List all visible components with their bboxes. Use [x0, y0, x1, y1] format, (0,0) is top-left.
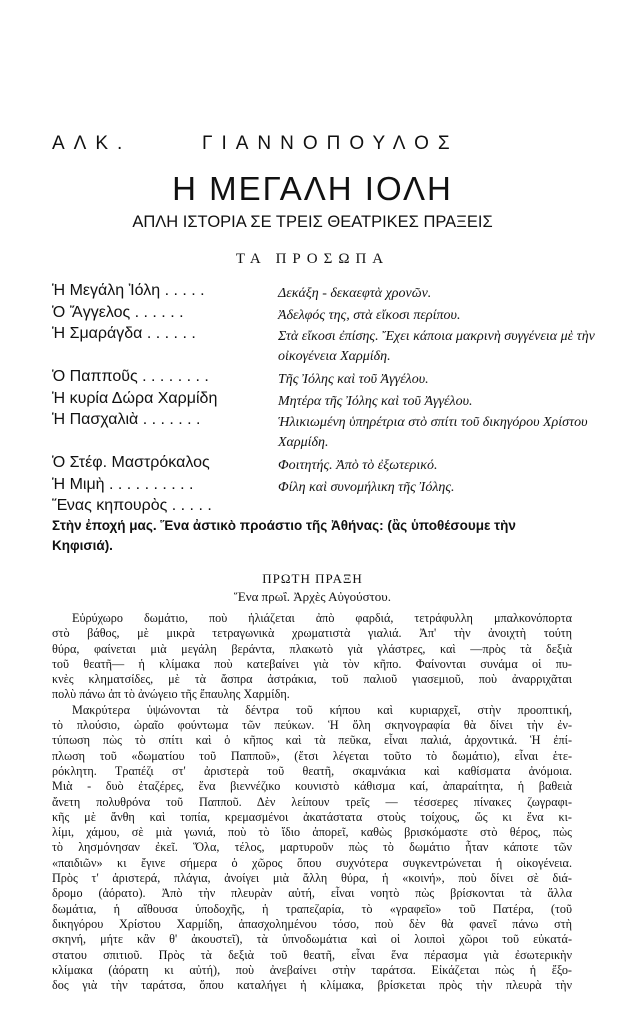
- cast-description: Μητέρα τῆς Ἰόλης καὶ τοῦ Ἀγγέλου.: [278, 393, 473, 409]
- text-line: στὸ βάθος, μὲ μικρὰ τετραγωνικὰ χρωματιστὰ γιαλιά. Ἀπ' τὴν ἀνοιχτὴ τούτη: [52, 626, 572, 641]
- cast-entry: [52, 390, 612, 412]
- cast-description: Στὰ εἴκοσι ἐπίσης. Ἔχει κάποια μακρινὴ συγγένεια μὲ τὴν οἰκογένεια Χαρμίδη.: [278, 329, 595, 364]
- text-line: πλωση τοῦ «δωματίου τοῦ Παπποῦ», (ἔτσι λέγεται τοῦτο τὸ δωμάτιο), εἶναι ἑτε-: [52, 748, 572, 763]
- cast-role: Ἡ Μεγάλη Ἰόλη . . . . .: [52, 282, 205, 299]
- text-line: δρομο (ἀόρατο). Ἀπὸ τὴν πλευρὰν αὐτή, εἶναι νοητὸ πὼς βρίσκονται τὰ ἄλλα: [52, 886, 572, 901]
- text-line: σκηνή, μήτε κἂν θ' ἀκουστεῖ), τὰ ὑπνοδωμάτια καὶ οἱ λοιποὶ χῶροι τοῦ εὐκατά-: [52, 932, 572, 947]
- text-line: Εὐρύχωρο δωμάτιο, ποὺ ἡλιάζεται ἀπὸ φαρδιά, τετράφυλλη μπαλκονόπορτα: [72, 611, 572, 625]
- setting-note: Στὴν ἐποχή μας. Ἕνα ἀστικὸ προάστιο τῆς Ἀθήνας: (ἂς ὑποθέσουμε τὴν Κηφισιά).: [52, 518, 516, 553]
- play-subtitle: ΑΠΛΗ ΙΣΤΟΡΙΑ ΣΕ ΤΡΕΙΣ ΘΕΑΤΡΙΚΕΣ ΠΡΑΞΕΙΣ: [132, 213, 493, 231]
- cast-description: Φοιτητής. Ἀπὸ τὸ ἐξωτερικό.: [278, 458, 438, 473]
- act-title: ΠΡΩΤΗ ΠΡΑΞΗ: [262, 571, 363, 586]
- author-surname: ΓΙΑΝΝΟΠΟΥΛΟΣ: [202, 133, 459, 154]
- cast-list: [52, 282, 612, 519]
- text-line: δωμάτια, ἡ αἴθουσα ὑποδοχῆς, ἡ τραπεζαρία, τὸ «γραφεῖο» τοῦ Πατέρα, (τοῦ: [52, 901, 572, 916]
- cast-role: Ἡ Μιμὴ . . . . . . . . . .: [52, 475, 194, 493]
- text-line: τύπωση πὼς τὸ σπίτι καὶ ὁ κῆπος καὶ τὰ πεῦκα, εἶναι παλιά, ἀρχοντικά. Ἡ ἐπί-: [52, 733, 572, 748]
- cast-description: Ἡλικιωμένη ὑπηρέτρια στὸ σπίτι τοῦ δικηγόρου Χρίστου Χαρμίδη.: [278, 415, 588, 450]
- cast-entry: [52, 411, 612, 454]
- text-line: τὸ πλούσιο, ὡραῖο φούντωμα τῶν πεύκων. Ἡ ὅλη σκηνογραφία θὰ δίνει τὴν ἐν-: [52, 718, 572, 733]
- cast-role: Ἡ Σμαράγδα . . . . . .: [52, 325, 196, 342]
- cast-role: Ἡ κυρία Δώρα Χαρμίδη: [52, 389, 218, 407]
- cast-role: Ἕνας κηπουρὸς . . . . .: [52, 497, 212, 514]
- cast-description: Ἀδελφός της, στὰ εἴκοσι περίπου.: [278, 307, 461, 323]
- paragraph: [52, 611, 572, 703]
- author-initial: ΑΛΚ.: [52, 133, 132, 154]
- text-line: λίμι, χάμου, σὲ μιὰ γωνιά, ποὺ τὸ ἴδιο ἀπορεῖ, καθὼς βρισκόμαστε στὸ θέρος, πὼς: [52, 825, 572, 840]
- paragraph: [52, 703, 572, 994]
- text-line: δικηγόρου Χρίστου Χαρμίδη, ἀπασχολημένου τόσο, ποὺ δὲν θὰ φανεῖ πάνω στὴ: [52, 916, 572, 931]
- act-time-note: Ἕνα πρωΐ. Ἀρχὲς Αὐγούστου.: [233, 589, 391, 604]
- text-line: ἄνετη πολυθρόνα τοῦ Παπποῦ. Δὲν λείπουν τρεῖς — τέσσερες πίνακες ζωγραφι-: [52, 794, 572, 809]
- text-line: ρόκλητη. Τραπέζι στ' ἀριστερὰ τοῦ θεατῆ, σκαμνάκια καὶ καθίσματα ἀνόμοια.: [52, 763, 572, 778]
- cast-role: Ἡ Πασχαλιὰ . . . . . . .: [52, 411, 201, 428]
- text-line: κλίμακα (ἀόρατη κι αὐτή), ποὺ ἀνεβαίνει στὴν ταράτσα. Εἰκάζεται πὼς ἡ ἔξο-: [52, 962, 572, 977]
- cast-description: Τῆς Ἰόλης καὶ τοῦ Ἀγγέλου.: [278, 372, 429, 387]
- text-line: κνὲς κληματσίδες, μὲ τὰ ἄσπρα ἀστράκια, τοῦ παλιοῦ γιασεμιοῦ, ποὺ ἀναρριχᾶται: [52, 672, 572, 687]
- text-line: Μακρύτερα ὑψώνονται τὰ δέντρα τοῦ κήπου καὶ κυριαρχεῖ, στὴν προοπτική,: [72, 702, 572, 717]
- cast-description: Δεκάξη - δεκαεφτὰ χρονῶν.: [278, 286, 432, 301]
- cast-heading: ΤΑ ΠΡΟΣΩΠΑ: [235, 251, 390, 267]
- cast-entry: [52, 476, 612, 498]
- cast-entry: [52, 454, 612, 476]
- text-line: κῆς μὲ ἄνθη καὶ τοπία, κρεμασμένοι ἀκατάστατα στοὺς τοίχους, ὥς κι ἕνα κι-: [52, 809, 572, 824]
- text-line: θύρα, φαίνεται μιὰ μεγάλη βεράντα, πλακωτὸ γιὰ γλάστρες, καὶ —πρὸς τὰ δεξιὰ: [52, 641, 572, 656]
- text-line: πολὺ πάνω ἀπ τὸ ἀνώγειο τῆς ἔπαυλης Χαρμίδη.: [52, 687, 290, 702]
- stage-directions: [52, 611, 572, 993]
- text-line: Πρὸς τ' ἀριστερά, πλάγια, ἀνοίγει μιὰ ἄλλη θύρα, ἡ «κοινή», ποὺ δίνει σὲ διά-: [52, 871, 572, 886]
- text-line: Μιὰ - δυὸ ἐταζέρες, ἕνα βιεννέζικο κουνιστὸ κάθισμα καί, ἀπαραίτητα, ἡ βαθειὰ: [52, 779, 572, 794]
- text-line: δος γιὰ τὴν ταράτσα, ὅπου καταλήγει ἡ κλίμακα, βρίσκεται πρὸς τὴν πλευρὰ τὴν: [52, 978, 572, 993]
- cast-role: Ὁ Στέφ. Μαστρόκαλος: [52, 454, 210, 471]
- text-line: τοῦ θεατῆ— ἡ κλίμακα ποὺ κατεβαίνει γιὰ τὸν κῆπο. Φαίνονται συνάμα οἱ πυ-: [52, 656, 572, 671]
- text-line: «παιδιῶν» κι ἔγινε σήμερα ὁ χῶρος ὅπου συχνότερα συγκεντρώνεται ἡ οἰκογένεια.: [52, 855, 572, 870]
- author-name: [52, 133, 574, 155]
- text-line: στατου σπιτιοῦ. Πρὸς τὰ δεξιὰ τοῦ θεατῆ, εἶναι ἕνα πέρασμα γιὰ ἐσωτερικὴν: [52, 947, 572, 962]
- cast-entry: [52, 368, 612, 390]
- text-line: τὸ λησμόνησαν ἐκεῖ. Ὅλα, τέλος, μαρτυροῦν πὼς τὸ δωμάτιο ἦταν κάποτε τῶν: [52, 840, 572, 855]
- cast-entry: [52, 325, 612, 368]
- cast-role: Ὁ Παπποῦς . . . . . . . .: [52, 368, 209, 385]
- cast-entry: [52, 282, 612, 304]
- cast-role: Ὁ Ἄγγελος . . . . . .: [52, 303, 184, 321]
- play-title: Η ΜΕΓΑΛΗ ΙΟΛΗ: [172, 170, 453, 207]
- cast-entry: [52, 304, 612, 326]
- cast-description: Φίλη καὶ συνομήλικη τῆς Ἰόλης.: [278, 479, 455, 495]
